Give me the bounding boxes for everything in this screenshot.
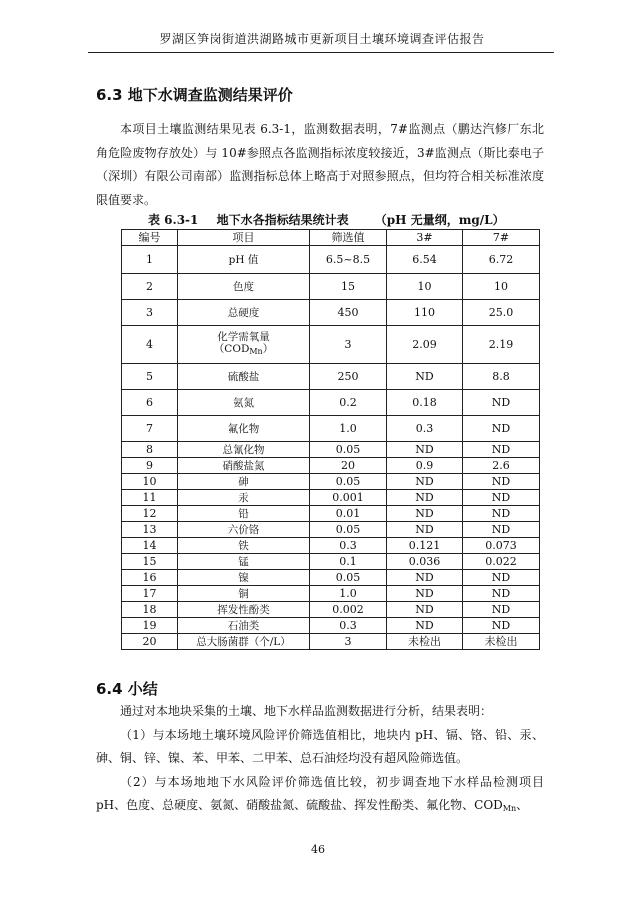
- item-cell: 石油类: [178, 618, 310, 634]
- point-3-value-cell: ND: [387, 570, 463, 586]
- point-7-value-cell: ND: [463, 618, 540, 634]
- point-7-value-cell: 25.0: [463, 300, 540, 326]
- point-7-value-cell: ND: [463, 522, 540, 538]
- table-row: [122, 458, 540, 474]
- item-cell: 氨氮: [178, 390, 310, 416]
- header-cell: 编号: [122, 230, 178, 246]
- item-cell: 总大肠菌群（个/L）: [178, 634, 310, 650]
- point-7-value-cell: 0.022: [463, 554, 540, 570]
- table-caption: [148, 211, 505, 228]
- item-extra-text: （COD: [213, 343, 250, 355]
- point-3-value-cell: 110: [387, 300, 463, 326]
- row-number-cell: 8: [122, 442, 178, 458]
- item-cell: 六价铬: [178, 522, 310, 538]
- table-row: [122, 554, 540, 570]
- item-name: 化学需氧量: [217, 331, 270, 343]
- table-row: [122, 538, 540, 554]
- caption-unit: （pH 无量纲，mg/L）: [374, 213, 505, 227]
- row-number-cell: 15: [122, 554, 178, 570]
- row-number-cell: 16: [122, 570, 178, 586]
- summary-intro: 通过对本地块采集的土壤、地下水样品监测数据进行分析，结果表明：: [120, 704, 493, 718]
- screening-value-cell: 0.2: [310, 390, 387, 416]
- section-heading-6-3: 6.3 地下水调查监测结果评价: [96, 86, 293, 104]
- row-number-cell: 10: [122, 474, 178, 490]
- point-3-value-cell: ND: [387, 618, 463, 634]
- point-7-value-cell: ND: [463, 390, 540, 416]
- summary-item-2-tail: 、: [516, 798, 529, 812]
- row-number-cell: 19: [122, 618, 178, 634]
- row-number-cell: 13: [122, 522, 178, 538]
- screening-value-cell: 0.05: [310, 474, 387, 490]
- point-7-value-cell: 6.72: [463, 246, 540, 274]
- point-3-value-cell: 未检出: [387, 634, 463, 650]
- point-7-value-cell: ND: [463, 416, 540, 442]
- point-3-value-cell: 0.18: [387, 390, 463, 416]
- point-3-value-cell: ND: [387, 442, 463, 458]
- table-row: [122, 246, 540, 274]
- item-cell: 铅: [178, 506, 310, 522]
- header-rule: [88, 52, 554, 53]
- point-3-value-cell: ND: [387, 602, 463, 618]
- point-7-value-cell: ND: [463, 602, 540, 618]
- section-6-3-paragraph: [96, 118, 544, 212]
- screening-value-cell: 0.05: [310, 570, 387, 586]
- header-cell: 筛选值: [310, 230, 387, 246]
- row-number-cell: 4: [122, 326, 178, 364]
- table-row: [122, 364, 540, 390]
- item-cell: 色度: [178, 274, 310, 300]
- screening-value-cell: 0.05: [310, 442, 387, 458]
- point-3-value-cell: 0.036: [387, 554, 463, 570]
- table-row: [122, 474, 540, 490]
- row-number-cell: 1: [122, 246, 178, 274]
- screening-value-cell: 1.0: [310, 416, 387, 442]
- item-cell: 硝酸盐氮: [178, 458, 310, 474]
- running-header: 罗湖区笋岗街道洪湖路城市更新项目土壤环境调查评估报告: [159, 32, 485, 46]
- summary-item-1: （1）与本场地土壤环境风险评价筛选值相比，地块内 pH、镉、铬、铅、汞、砷、铜、锌、镍、苯、甲苯、二甲苯、总石油烃均没有超风险筛选值。: [96, 727, 544, 765]
- caption-label: 表 6.3-1: [148, 213, 199, 227]
- screening-value-cell: 0.3: [310, 618, 387, 634]
- point-3-value-cell: 0.121: [387, 538, 463, 554]
- table-row: [122, 522, 540, 538]
- item-cell: 硫酸盐: [178, 364, 310, 390]
- point-7-value-cell: 10: [463, 274, 540, 300]
- screening-value-cell: 6.5~8.5: [310, 246, 387, 274]
- point-7-value-cell: 0.073: [463, 538, 540, 554]
- section-heading-6-4: 6.4 小结: [96, 680, 158, 698]
- point-3-value-cell: ND: [387, 586, 463, 602]
- row-number-cell: 11: [122, 490, 178, 506]
- table-row: [122, 506, 540, 522]
- item-cell: pH 值: [178, 246, 310, 274]
- item-cell: 氟化物: [178, 416, 310, 442]
- table-row: [122, 570, 540, 586]
- section-6-4-body: [96, 700, 544, 821]
- point-3-value-cell: ND: [387, 474, 463, 490]
- item-cell: 铜: [178, 586, 310, 602]
- screening-value-cell: 0.01: [310, 506, 387, 522]
- screening-value-cell: 3: [310, 634, 387, 650]
- screening-value-cell: 450: [310, 300, 387, 326]
- point-7-value-cell: ND: [463, 490, 540, 506]
- table-row: [122, 274, 540, 300]
- item-cell: 汞: [178, 490, 310, 506]
- table-row: [122, 634, 540, 650]
- row-number-cell: 2: [122, 274, 178, 300]
- summary-item-2: [96, 771, 544, 821]
- point-7-value-cell: ND: [463, 506, 540, 522]
- point-3-value-cell: ND: [387, 522, 463, 538]
- table-row: [122, 326, 540, 364]
- page-number: 46: [311, 843, 325, 856]
- point-7-value-cell: 8.8: [463, 364, 540, 390]
- point-3-value-cell: ND: [387, 364, 463, 390]
- row-number-cell: 5: [122, 364, 178, 390]
- screening-value-cell: 250: [310, 364, 387, 390]
- screening-value-cell: 0.002: [310, 602, 387, 618]
- screening-value-cell: 0.1: [310, 554, 387, 570]
- table-row: [122, 602, 540, 618]
- item-extra-tail: ）: [262, 343, 274, 355]
- screening-value-cell: 0.001: [310, 490, 387, 506]
- point-7-value-cell: ND: [463, 474, 540, 490]
- table-row: [122, 300, 540, 326]
- point-3-value-cell: ND: [387, 506, 463, 522]
- caption-title: 地下水各指标结果统计表: [216, 213, 349, 227]
- row-number-cell: 6: [122, 390, 178, 416]
- point-3-value-cell: 2.09: [387, 326, 463, 364]
- header-cell: 7#: [463, 230, 540, 246]
- item-cell: 砷: [178, 474, 310, 490]
- point-3-value-cell: 0.3: [387, 416, 463, 442]
- table-row: [122, 490, 540, 506]
- screening-value-cell: 20: [310, 458, 387, 474]
- point-3-value-cell: 0.9: [387, 458, 463, 474]
- row-number-cell: 12: [122, 506, 178, 522]
- point-7-value-cell: ND: [463, 586, 540, 602]
- item-cell: [178, 326, 310, 364]
- row-number-cell: 7: [122, 416, 178, 442]
- screening-value-cell: 0.05: [310, 522, 387, 538]
- summary-item-2-text: （2）与本场地地下水风险评价筛选值比较，初步调查地下水样品检测项目 pH、色度、总硬度、氨氮、硝酸盐氮、硫酸盐、挥发性酚类、氟化物、COD: [96, 774, 544, 812]
- table-row: [122, 442, 540, 458]
- point-3-value-cell: 10: [387, 274, 463, 300]
- item-cell: 挥发性酚类: [178, 602, 310, 618]
- header-cell: 3#: [387, 230, 463, 246]
- table-row: [122, 586, 540, 602]
- row-number-cell: 14: [122, 538, 178, 554]
- row-number-cell: 17: [122, 586, 178, 602]
- row-number-cell: 3: [122, 300, 178, 326]
- paragraph-text: 本项目土壤监测结果见表 6.3-1，监测数据表明，7#监测点（鹏达汽修厂东北角危险废物存放处）与 10#参照点各监测指标浓度较接近，3#监测点（斯比泰电子（深圳）有限公司南部）监测指标总体上略高于对照参照点，但均符合相关标准浓度限值要求。: [96, 122, 544, 207]
- results-table: [121, 229, 540, 650]
- table-row: [122, 618, 540, 634]
- point-7-value-cell: ND: [463, 442, 540, 458]
- table-header-row: [122, 230, 540, 246]
- item-cell: 总硬度: [178, 300, 310, 326]
- point-7-value-cell: ND: [463, 570, 540, 586]
- table-row: [122, 416, 540, 442]
- point-3-value-cell: ND: [387, 490, 463, 506]
- point-7-value-cell: 2.19: [463, 326, 540, 364]
- screening-value-cell: 3: [310, 326, 387, 364]
- item-subscript: Mn: [249, 347, 263, 356]
- row-number-cell: 20: [122, 634, 178, 650]
- subscript-mn: Mn: [502, 804, 517, 813]
- point-3-value-cell: 6.54: [387, 246, 463, 274]
- item-name-extra: [180, 343, 307, 358]
- screening-value-cell: 0.3: [310, 538, 387, 554]
- screening-value-cell: 1.0: [310, 586, 387, 602]
- item-cell: 镍: [178, 570, 310, 586]
- point-7-value-cell: 2.6: [463, 458, 540, 474]
- point-7-value-cell: 未检出: [463, 634, 540, 650]
- row-number-cell: 18: [122, 602, 178, 618]
- item-cell: 铁: [178, 538, 310, 554]
- item-cell: 锰: [178, 554, 310, 570]
- screening-value-cell: 15: [310, 274, 387, 300]
- item-cell: 总氰化物: [178, 442, 310, 458]
- header-cell: 项目: [178, 230, 310, 246]
- row-number-cell: 9: [122, 458, 178, 474]
- table-row: [122, 390, 540, 416]
